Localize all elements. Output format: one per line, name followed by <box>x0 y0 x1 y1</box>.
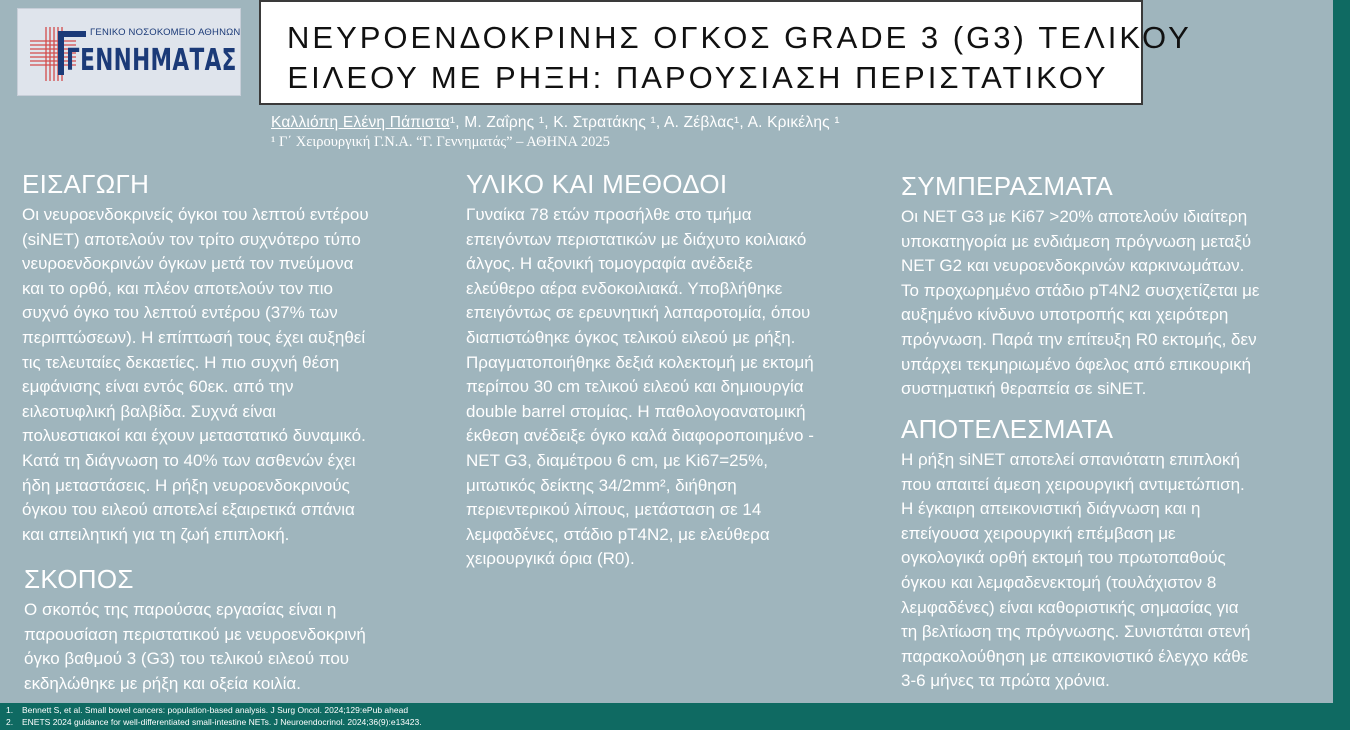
title-line-2: ΕΙΛΕΟΥ ΜΕ ΡΗΞΗ: ΠΑΡΟΥΣΙΑΣΗ ΠΕΡΙΣΤΑΤΙΚΟΥ <box>287 60 1109 95</box>
text-line: όγκο βαθμού 3 (G3) του τελικού ειλεού που <box>24 649 350 669</box>
text-line: τη βελτίωση της πρόγνωσης. Συνιστάται στενή <box>901 622 1251 642</box>
text-line: NET G2 και νευροενδοκρινών καρκινωμάτων. <box>901 256 1245 276</box>
text-line: διαπιστώθηκε όγκος τελικού ειλεού με ρήξη. <box>466 327 796 347</box>
right-frame-stripe <box>1333 0 1350 703</box>
text-line: όγκου του ειλεού αποτελεί εξαιρετικά σπάνια <box>22 500 355 520</box>
poster-title <box>259 0 1192 105</box>
text-line: Οι νευροενδοκρινείς όγκοι του λεπτού εντέρου <box>22 205 369 224</box>
hospital-logo <box>18 9 240 95</box>
reference-2: 2. ENETS 2024 guidance for well-differentiated small-intestine NETs. J Neuroendocrinol. 2024;36(9):e13423. <box>6 717 422 727</box>
text-line: ελεύθερο αέρα ενδοκοιλιακά. Υποβλήθηκε <box>466 278 783 298</box>
co-authors: ¹, Μ. Ζαΐρης ¹, Κ. Στρατάκης ¹, Α. Ζέβλας¹, Α. Κρικέλης ¹ <box>449 114 840 131</box>
text-line: τις τελευταίες δεκαετίες. Η πιο συχνή θέση <box>22 352 340 372</box>
text-line: παρουσίαση περιστατικού με νευροενδοκρινή <box>24 624 366 644</box>
text-line: Κατά τη διάγνωση το 40% των ασθενών έχει <box>22 450 356 470</box>
text-line: άλγος. Η αξονική τομογραφία ανέδειξε <box>466 254 753 274</box>
text-line: πολυεστιακοί και έχουν μεταστατικό δυναμικό. <box>22 426 366 446</box>
text-line: Πραγματοποιήθηκε δεξιά κολεκτομή με εκτομή <box>466 352 814 372</box>
text-line: και απειλητική για τη ζωή επιπλοκή. <box>22 524 290 544</box>
title-line-1: ΝΕΥΡΟΕΝΔΟΚΡΙΝΗΣ ΟΓΚΟΣ GRADE 3 (G3) ΤΕΛΙΚΟΥ <box>287 20 1192 55</box>
text-line: ήδη μεταστάσεις. Η ρήξη νευροενδοκρινούς <box>22 475 350 495</box>
intro-heading: ΕΙΣΑΓΩΓΗ <box>22 169 150 199</box>
reference-1: 1. Bennett S, et al. Small bowel cancers: population-based analysis. J Surg Oncol. 2024;129:ePub ahead <box>6 705 409 715</box>
text-line: συχνό όγκο του λεπτού εντέρου (37% των <box>22 303 338 323</box>
text-line: Η ρήξη siNET αποτελεί σπανιότατη επιπλοκή <box>901 450 1240 469</box>
text-line: ογκολογικά ορθή εκτομή του πρωτοπαθούς <box>901 548 1226 568</box>
text-line: συστηματική θεραπεία σε siNET. <box>901 379 1147 399</box>
conclusions-text <box>901 205 1326 402</box>
text-line: 3-6 μήνες τα πρώτα χρόνια. <box>901 671 1110 691</box>
text-line: νευροενδοκρινών όγκων μετά τον πνεύμονα <box>22 254 354 274</box>
text-line: παρακολούθηση με απεικονιστικό έλεγχο κάθε <box>901 646 1249 666</box>
text-line: περίπου 30 cm τελικού ειλεού και δημιουργία <box>466 377 804 397</box>
text-line: εκδηλώθηκε με ρήξη και οξεία κοιλία. <box>24 673 301 693</box>
text-line: Ο σκοπός της παρούσας εργασίας είναι η <box>24 600 337 619</box>
text-line: όγκου και λεμφαδενεκτομή (τουλάχιστον 8 <box>901 572 1217 592</box>
text-line: double barrel στομίας. Η παθολογοανατομική <box>466 401 806 421</box>
text-line: περιεντερικού λίπους, μετάσταση σε 14 <box>466 500 762 520</box>
affiliation: ¹ Γ΄ Χειρουργική Γ.Ν.Α. “Γ. Γεννηματάς” – ΑΘΗΝΑ 2025 <box>271 134 610 150</box>
results-text <box>901 448 1326 694</box>
results-heading: ΑΠΟΤΕΛΕΣΜΑΤΑ <box>901 414 1114 444</box>
text-line: αυξημένο κίνδυνο υποτροπής και χειρότερη <box>901 305 1229 325</box>
intro-text <box>22 203 452 547</box>
methods-heading: ΥΛΙΚΟ ΚΑΙ ΜΕΘΟΔΟΙ <box>466 169 728 199</box>
text-line: NET G3, διαμέτρου 6 cm, με Ki67=25%, <box>466 450 768 470</box>
text-line: ειλεοτυφλική βαλβίδα. Συχνά είναι <box>22 401 276 421</box>
text-line: Το προχωρημένο στάδιο pT4N2 συσχετίζεται με <box>901 280 1260 300</box>
text-line: λεμφαδένες, στάδιο pT4N2, με ελεύθερα <box>466 524 770 544</box>
text-line: επειγόντων περιστατικών με διάχυτο κοιλιακό <box>466 229 807 249</box>
text-line: περιπτώσεων). Η επίπτωσή τους έχει αυξηθεί <box>22 327 366 347</box>
aim-text <box>24 598 454 696</box>
text-line: επειγόντως σε ερευνητική λαπαροτομία, όπου <box>466 303 811 323</box>
text-line: (siNET) αποτελούν τον τρίτο συχνότερο τύπο <box>22 229 361 249</box>
text-line: μιτωτικός δείκτης 34/2mm², διήθηση <box>466 475 737 495</box>
text-line: Η έγκαιρη απεικονιστική διάγνωση και η <box>901 499 1201 519</box>
text-line: χειρουργικά όρια (R0). <box>466 549 635 569</box>
presenting-author: Καλλιόπη Ελένη Πάπιστα <box>271 114 450 131</box>
text-line: έκθεση ανέδειξε όγκο καλά διαφοροποιημένο - <box>466 426 814 446</box>
text-line: επείγουσα χειρουργική επέμβαση με <box>901 523 1176 543</box>
methods-text <box>466 203 896 572</box>
text-line: λεμφαδένες) είναι καθοριστικής σημασίας για <box>901 597 1239 617</box>
text-line: πρόγνωση. Παρά την επίτευξη R0 εκτομής, δεν <box>901 329 1257 349</box>
text-line: Γυναίκα 78 ετών προσήλθε στο τμήμα <box>466 205 752 224</box>
text-line: και το ορθό, και πλέον αποτελούν τον πιο <box>22 278 334 298</box>
text-line: υποκατηγορία με ενδιάμεση πρόγνωση μεταξύ <box>901 231 1252 251</box>
text-line: εμφάνισης είναι εντός 60εκ. από την <box>22 377 294 397</box>
text-line: Οι NET G3 με Ki67 >20% αποτελούν ιδιαίτερη <box>901 207 1248 226</box>
text-line: υπάρχει τεκμηριωμένο όφελος από επικουρική <box>901 354 1252 374</box>
aim-heading: ΣΚΟΠΟΣ <box>24 564 134 594</box>
author-list <box>271 114 840 132</box>
conclusions-heading: ΣΥΜΠΕΡΑΣΜΑΤΑ <box>901 171 1113 201</box>
text-line: που απαιτεί άμεση χειρουργική αντιμετώπιση. <box>901 474 1245 494</box>
logo-subtitle: ΓΕΝΙΚΟ ΝΟΣΟΚΟΜΕΙΟ ΑΘΗΝΩΝ <box>90 27 240 38</box>
logo-name: ΓΕΝΝΗΜΑΤΑΣ <box>66 43 237 78</box>
